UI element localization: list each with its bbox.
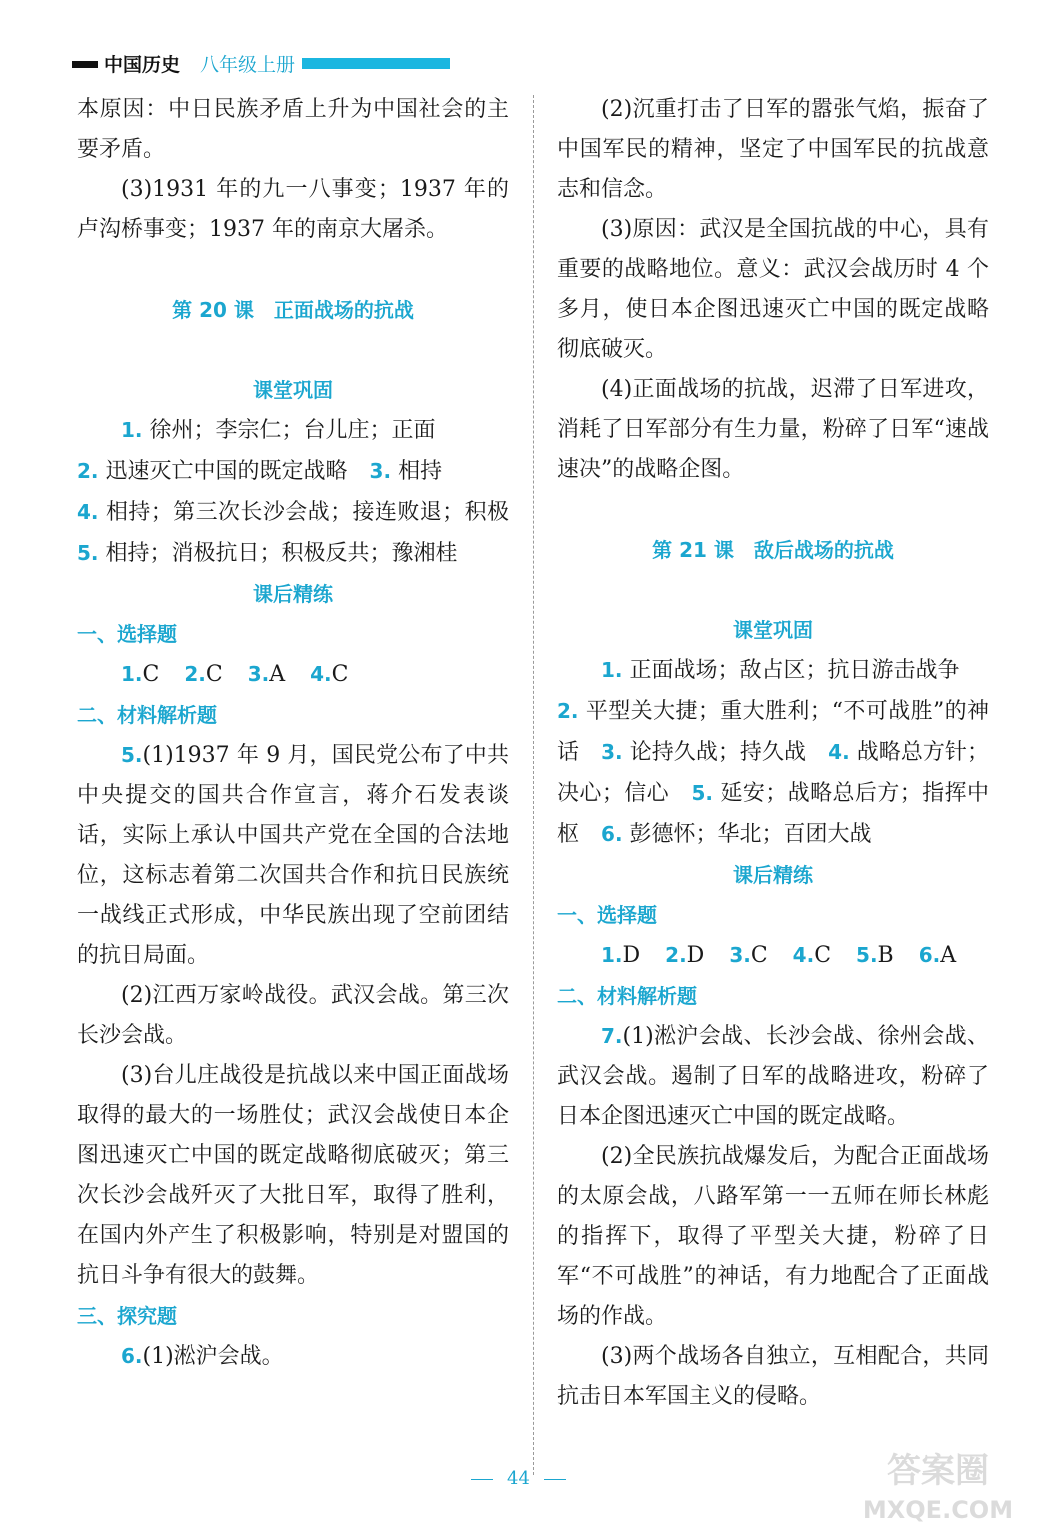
item-text: (1)淞沪会战、长沙会战、徐州会战、武汉会战。遏制了日军的战略进攻，粉碎了日本企图迅速灭亡中国的既定战略。 bbox=[557, 1024, 989, 1129]
choice-answer: C bbox=[142, 662, 160, 687]
column-divider bbox=[533, 95, 534, 1475]
choice-answer: B bbox=[877, 943, 894, 968]
section-heading-kehou: 课后精练 bbox=[253, 582, 333, 606]
header-bar-right bbox=[302, 58, 450, 69]
choice-answers bbox=[557, 935, 989, 976]
answer-item bbox=[77, 410, 509, 451]
header-grade: 八年级上册 bbox=[200, 54, 296, 76]
paragraph: (3)原因：武汉是全国抗战的中心，具有重要的战略地位。意义：武汉会战历时 4 个多月，使日本企图迅速灭亡中国的既定战略彻底破灭。 bbox=[557, 217, 989, 362]
header-book-title: 中国历史 bbox=[104, 54, 181, 76]
section-heading-material: 二、材料解析题 bbox=[77, 703, 217, 727]
item-text: 徐州；李宗仁；台儿庄；正面 bbox=[149, 418, 436, 443]
item-number: 5. bbox=[691, 781, 714, 805]
item-number: 2. bbox=[665, 943, 687, 967]
page-number-value: 44 bbox=[507, 1468, 530, 1489]
choice-answer: C bbox=[814, 943, 832, 968]
item-text: 论持久战；持久战 bbox=[629, 740, 807, 765]
item-text: 相持 bbox=[398, 459, 443, 484]
answer-item bbox=[77, 492, 509, 574]
item-number: 4. bbox=[792, 943, 815, 967]
item-number: 5. bbox=[77, 541, 99, 565]
item-number: 2. bbox=[557, 699, 579, 723]
item-number: 2. bbox=[184, 662, 206, 686]
item-number: 6. bbox=[121, 1344, 143, 1368]
paragraph bbox=[557, 1016, 989, 1137]
item-number: 6. bbox=[918, 943, 941, 967]
paragraph: (2)全民族抗战爆发后，为配合正面战场的太原会战，八路军第一一五师在师长林彪的指挥下，取得了平型关大捷，粉碎了日军“不可战胜”的神话，有力地配合了正面战场的作战。 bbox=[557, 1144, 989, 1329]
section-heading-choice: 一、选择题 bbox=[557, 903, 657, 927]
item-text: (1)1937 年 9 月，国民党公布了中共中央提交的国共合作宣言，蒋介石发表谈话，实际上承认中国共产党在全国的合法地位，这标志着第二次国共合作和抗日民族统一战线正式形成，中华民族出现了空前团结的抗日局面。 bbox=[77, 743, 509, 968]
left-column bbox=[77, 90, 509, 1377]
choice-answers bbox=[77, 654, 509, 695]
answer-item bbox=[77, 451, 509, 492]
lesson-title-20: 第 20 课 正面战场的抗战 bbox=[172, 298, 414, 322]
paragraph: (3)1931 年的九一八事变；1937 年的卢沟桥事变；1937 年的南京大屠杀。 bbox=[77, 177, 509, 242]
item-number: 4. bbox=[77, 500, 99, 524]
lesson-title-21: 第 21 课 敌后战场的抗战 bbox=[652, 538, 894, 562]
page-number-dash bbox=[544, 1479, 566, 1480]
paragraph: (4)正面战场的抗战，迟滞了日军进攻，消耗了日军部分有生力量，粉碎了日军“速战速决”的战略企图。 bbox=[557, 377, 989, 482]
paragraph: (2)沉重打击了日军的嚣张气焰，振奋了中国军民的精神，坚定了中国军民的抗战意志和信念。 bbox=[557, 97, 989, 202]
item-text: 相持；第三次长沙会战；接连败退；积极 bbox=[105, 500, 509, 525]
header-bar-left bbox=[72, 61, 98, 68]
paragraph: (3)两个战场各自独立，互相配合，共同抗击日本军国主义的侵略。 bbox=[557, 1344, 989, 1409]
paragraph bbox=[77, 735, 509, 976]
paragraph: (3)台儿庄战役是抗战以来中国正面战场取得的最大的一场胜仗；武汉会战使日本企图迅速灭亡中国的既定战略彻底破灭；第三次长沙会战歼灭了大批日军，取得了胜利，在国内外产生了积极影响，特别是对盟国的抗日斗争有很大的鼓舞。 bbox=[77, 1063, 509, 1288]
section-heading-material: 二、材料解析题 bbox=[557, 984, 697, 1008]
page-number-dash bbox=[471, 1479, 493, 1480]
item-text: 相持；消极抗日；积极反共；豫湘桂 bbox=[105, 541, 458, 566]
item-number: 1. bbox=[601, 943, 623, 967]
item-number: 4. bbox=[310, 662, 332, 686]
item-number: 7. bbox=[601, 1024, 623, 1048]
section-heading-kehou: 课后精练 bbox=[733, 863, 813, 887]
item-number: 3. bbox=[729, 943, 751, 967]
section-heading-explore: 三、探究题 bbox=[77, 1304, 177, 1328]
watermark-url: MXQE.COM bbox=[862, 1496, 1014, 1524]
section-heading-ketang: 课堂巩固 bbox=[733, 618, 813, 642]
choice-answer: A bbox=[940, 943, 957, 968]
item-number: 1. bbox=[601, 658, 623, 682]
right-column bbox=[557, 90, 989, 1417]
item-number: 1. bbox=[121, 662, 143, 686]
answer-item bbox=[557, 691, 989, 855]
item-number: 5. bbox=[121, 743, 143, 767]
item-text: (1)淞沪会战。 bbox=[142, 1344, 284, 1369]
item-text: 延安；战略总后方；指挥中枢 bbox=[557, 781, 989, 847]
watermark-text: 答案圈 bbox=[887, 1451, 989, 1491]
choice-answer: C bbox=[750, 943, 768, 968]
paragraph: (2)江西万家岭战役。武汉会战。第三次长沙会战。 bbox=[77, 983, 509, 1048]
item-number: 2. bbox=[77, 459, 99, 483]
choice-answer: A bbox=[269, 662, 286, 687]
answer-item bbox=[557, 650, 989, 691]
item-number: 6. bbox=[601, 822, 623, 846]
item-number: 4. bbox=[828, 740, 850, 764]
item-number: 1. bbox=[121, 418, 143, 442]
choice-answer: C bbox=[205, 662, 223, 687]
choice-answer: D bbox=[686, 943, 705, 968]
item-text: 正面战场；敌占区；抗日游击战争 bbox=[629, 658, 960, 683]
item-text: 战略总方针；决心；信心 bbox=[557, 740, 989, 806]
item-number: 5. bbox=[856, 943, 878, 967]
item-text: 彭德怀；华北；百团大战 bbox=[629, 822, 872, 847]
item-text: 迅速灭亡中国的既定战略 bbox=[105, 459, 348, 484]
choice-answer: C bbox=[331, 662, 349, 687]
choice-answer: D bbox=[622, 943, 641, 968]
item-text: 平型关大捷；重大胜利；“不可战胜”的神话 bbox=[557, 699, 989, 765]
section-heading-ketang: 课堂巩固 bbox=[253, 378, 333, 402]
item-number: 3. bbox=[369, 459, 392, 483]
page-header bbox=[72, 50, 452, 80]
item-number: 3. bbox=[601, 740, 623, 764]
section-heading-choice: 一、选择题 bbox=[77, 622, 177, 646]
watermark-logo bbox=[853, 1438, 1023, 1528]
item-number: 3. bbox=[247, 662, 270, 686]
paragraph bbox=[77, 1336, 509, 1377]
paragraph: 本原因：中日民族矛盾上升为中国社会的主要矛盾。 bbox=[77, 97, 509, 162]
